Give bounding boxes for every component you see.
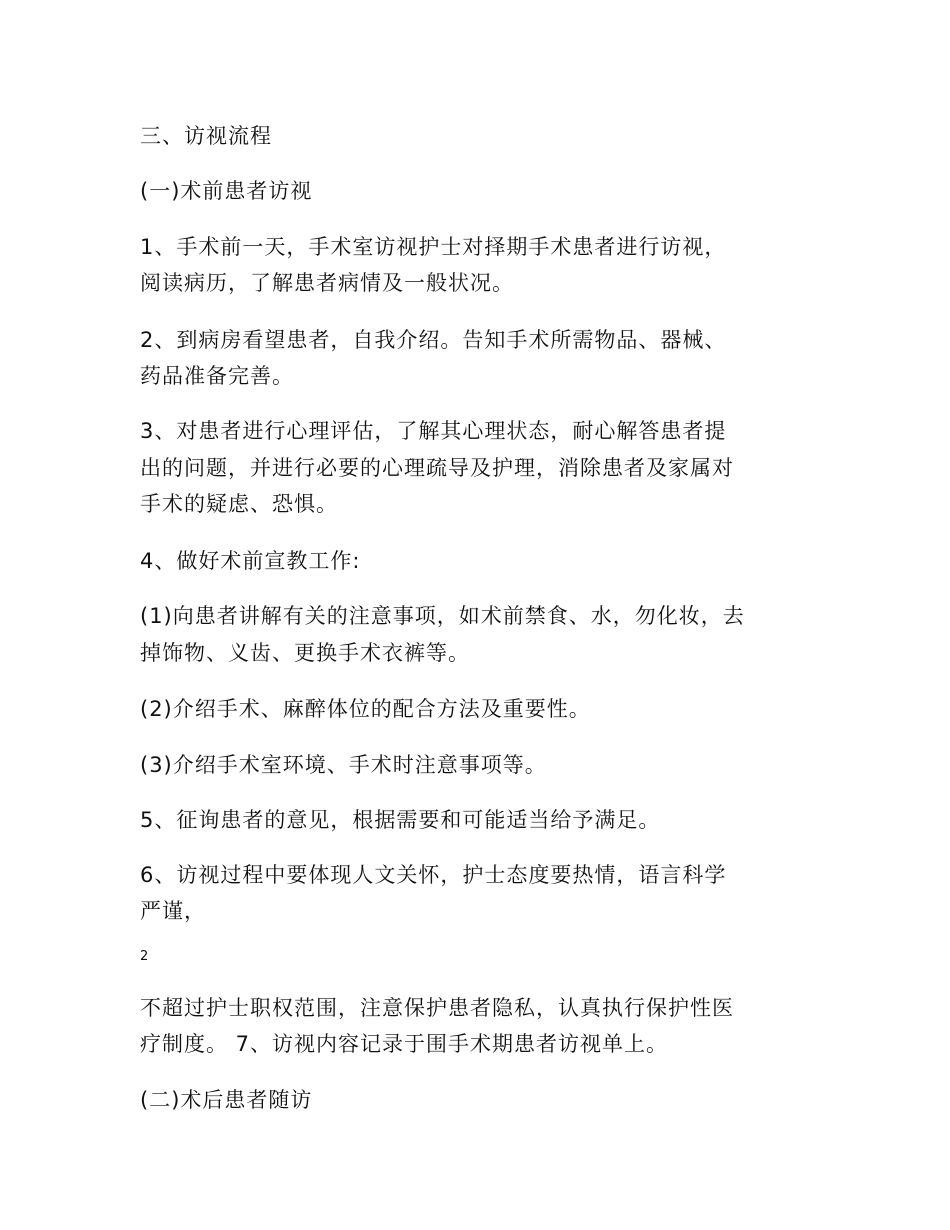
paragraph-line: (1)向患者讲解有关的注意事项，如术前禁食、水，勿化妆，去 xyxy=(140,604,745,628)
paragraph-line: 6、访视过程中要体现人文关怀，护士态度要热情，语言科学 xyxy=(140,863,727,887)
paragraph-line: 阅读病历，了解患者病情及一般状况。 xyxy=(140,271,514,295)
paragraph-line: 掉饰物、义齿、更换手术衣裤等。 xyxy=(140,641,470,665)
paragraph-line: (2)介绍手术、麻醉体位的配合方法及重要性。 xyxy=(140,697,591,721)
paragraph-line: 出的问题，并进行必要的心理疏导及护理，消除患者及家属对 xyxy=(140,456,734,480)
section-heading: 三、访视流程 xyxy=(140,124,272,148)
paragraph-line: 1、手术前一天，手术室访视护士对择期手术患者进行访视， xyxy=(140,235,727,259)
paragraph-line: 不超过护士职权范围，注意保护患者隐私，认真执行保护性医 xyxy=(140,996,734,1020)
paragraph-line: (3)介绍手术室环境、手术时注意事项等。 xyxy=(140,753,547,777)
paragraph-line: 4、做好术前宣教工作: xyxy=(140,549,361,573)
paragraph-line: 手术的疑虑、恐惧。 xyxy=(140,492,338,516)
subsection-heading-preop: (一)术前患者访视 xyxy=(140,179,313,203)
paragraph-line: 3、对患者进行心理评估，了解其心理状态，耐心解答患者提 xyxy=(140,419,727,443)
paragraph-line: 疗制度。 7、访视内容记录于围手术期患者访视单上。 xyxy=(140,1032,669,1056)
paragraph-line: 药品准备完善。 xyxy=(140,364,294,388)
paragraph-line: 严谨， xyxy=(140,899,206,923)
subsection-heading-postop: (二)术后患者随访 xyxy=(140,1088,313,1112)
paragraph-line: 2、到病房看望患者，自我介绍。告知手术所需物品、器械、 xyxy=(140,328,727,352)
page-number: 2 xyxy=(140,949,149,964)
paragraph-line: 5、征询患者的意见，根据需要和可能适当给予满足。 xyxy=(140,808,661,832)
